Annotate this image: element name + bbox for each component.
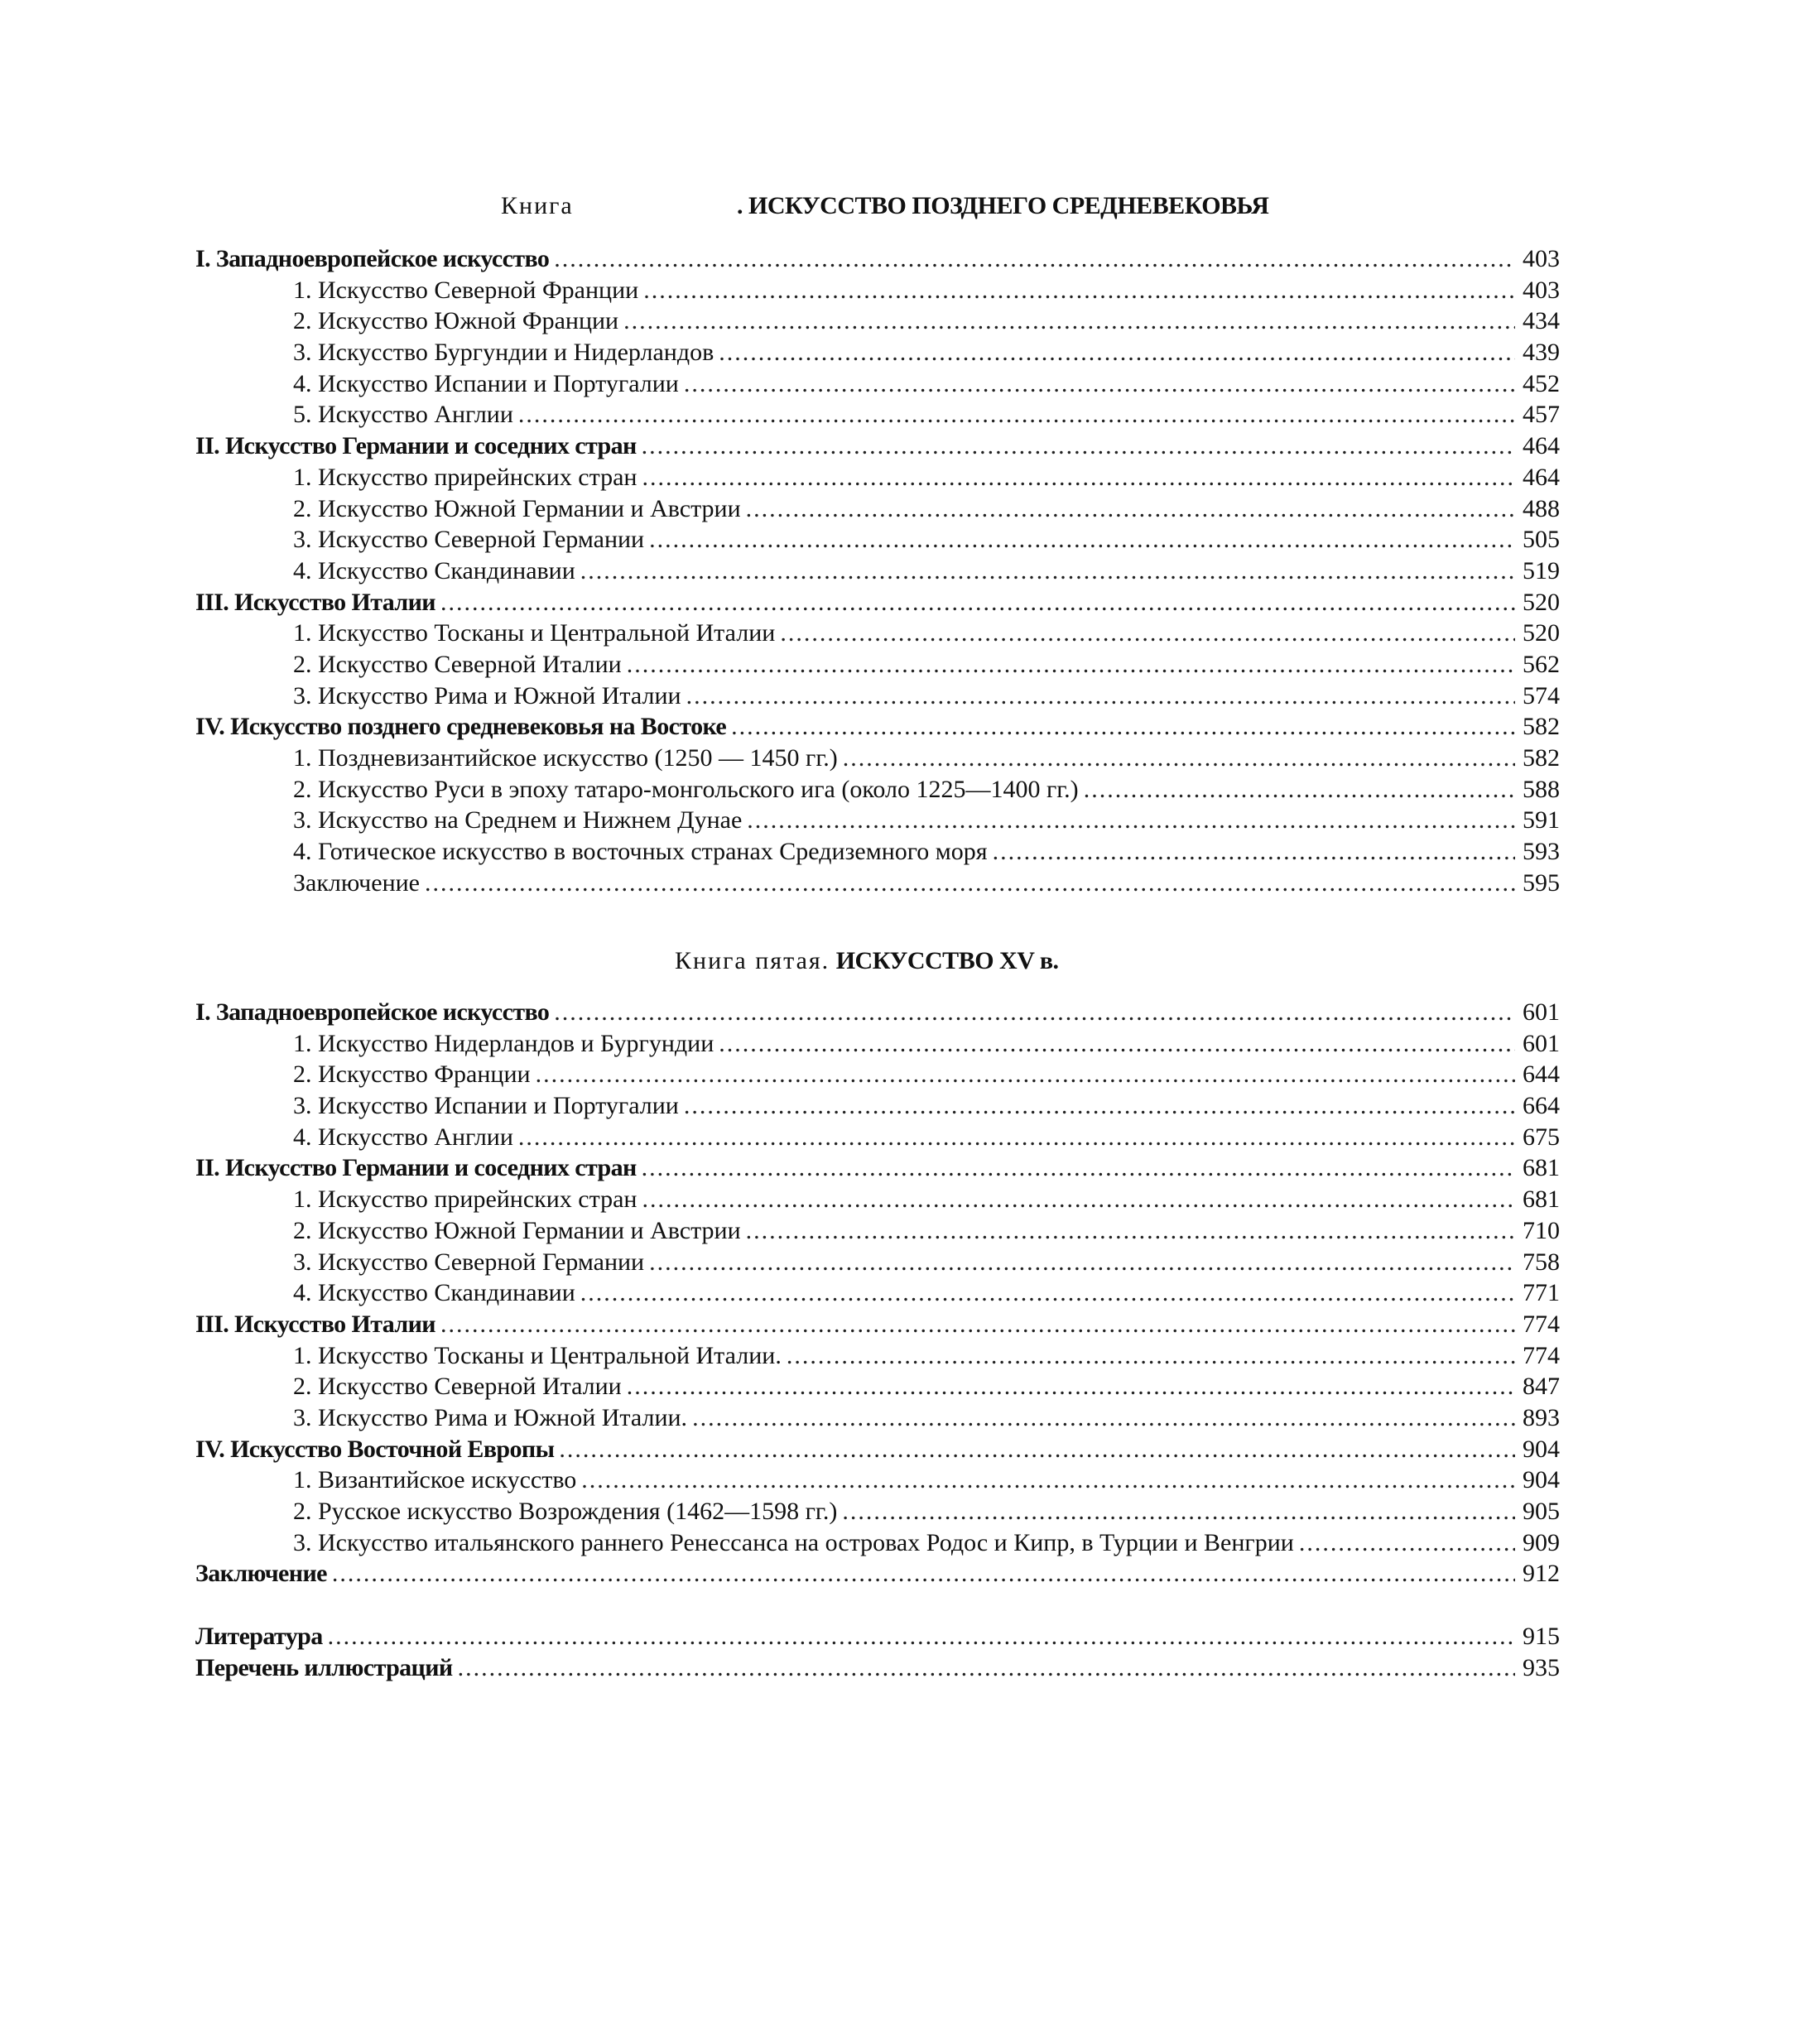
toc-entry-label: I. Западноевропейское искусство — [195, 245, 550, 272]
toc-entry-page-number: 675 — [1523, 1123, 1560, 1151]
book5-prefix: Книга пятая. — [675, 947, 830, 974]
toc-entry-page-number: 591 — [1523, 806, 1560, 834]
back-matter-toc — [195, 1621, 1560, 1683]
dot-leader — [686, 681, 1515, 712]
toc-entry-page-number: 488 — [1523, 494, 1560, 522]
toc-entry-label: 3. Искусство Северной Германии — [293, 1248, 645, 1276]
dot-leader — [627, 649, 1515, 681]
toc-entry[interactable] — [195, 997, 1560, 1028]
toc-entry-label: III. Искусство Италии — [195, 588, 435, 616]
toc-entry[interactable] — [195, 1277, 1560, 1309]
dot-leader — [642, 1184, 1515, 1215]
toc-entry[interactable] — [195, 368, 1560, 400]
toc-entry-label: 3. Искусство Рима и Южной Италии. — [293, 1403, 688, 1431]
toc-entry-label: III. Искусство Италии — [195, 1310, 435, 1338]
toc-entry-page-number: 505 — [1523, 526, 1560, 554]
dot-leader — [746, 1215, 1515, 1247]
dot-leader — [642, 1152, 1515, 1184]
dot-leader — [440, 1309, 1515, 1340]
toc-entry-page-number: 457 — [1523, 401, 1560, 429]
toc-entry[interactable] — [195, 774, 1560, 806]
toc-entry[interactable] — [195, 711, 1560, 743]
toc-entry-label: 2. Искусство Южной Германии и Австрии — [293, 1216, 741, 1244]
dot-leader — [684, 368, 1515, 400]
toc-entry[interactable] — [195, 1464, 1560, 1496]
dot-leader — [649, 524, 1515, 555]
toc-entry-page-number: 439 — [1523, 339, 1560, 367]
toc-entry[interactable] — [195, 1059, 1560, 1090]
dot-leader — [780, 618, 1515, 649]
toc-entry-label: Перечень иллюстраций — [195, 1653, 453, 1681]
toc-entry[interactable] — [195, 1152, 1560, 1184]
toc-entry-page-number: 774 — [1523, 1310, 1560, 1338]
toc-entry[interactable] — [195, 649, 1560, 681]
toc-entry[interactable] — [195, 743, 1560, 774]
dot-leader — [643, 275, 1515, 306]
toc-entry-label: 1. Искусство Тосканы и Центральной Италии. — [293, 1341, 782, 1369]
toc-entry-page-number: 758 — [1523, 1248, 1560, 1276]
dot-leader — [518, 399, 1515, 430]
toc-entry-page-number: 582 — [1523, 744, 1560, 772]
toc-entry-label: 2. Искусство Южной Германии и Австрии — [293, 494, 741, 522]
toc-entry-label: 4. Искусство Англии — [293, 1123, 513, 1151]
dot-leader — [328, 1621, 1515, 1652]
toc-entry-page-number: 915 — [1523, 1623, 1560, 1650]
toc-entry[interactable] — [195, 1247, 1560, 1278]
toc-entry-page-number: 464 — [1523, 432, 1560, 460]
toc-entry-page-number: 519 — [1523, 556, 1560, 584]
toc-entry[interactable] — [195, 587, 1560, 618]
dot-leader — [843, 743, 1515, 774]
toc-entry-page-number: 593 — [1523, 838, 1560, 866]
toc-entry-label: 1. Искусство Тосканы и Центральной Италии — [293, 619, 776, 647]
toc-entry[interactable] — [195, 1402, 1560, 1434]
dot-leader — [993, 836, 1515, 868]
dot-leader — [458, 1652, 1515, 1684]
toc-entry[interactable] — [195, 1558, 1560, 1590]
toc-entry[interactable] — [195, 430, 1560, 462]
toc-entry[interactable] — [195, 681, 1560, 712]
toc-entry-label: 2. Искусство Франции — [293, 1060, 531, 1089]
toc-entry[interactable] — [195, 399, 1560, 430]
toc-entry[interactable] — [195, 1309, 1560, 1340]
toc-entry-page-number: 681 — [1523, 1186, 1560, 1214]
toc-entry-page-number: 847 — [1523, 1373, 1560, 1401]
toc-entry-label: 3. Искусство Рима и Южной Италии — [293, 681, 681, 709]
toc-entry-page-number: 403 — [1523, 276, 1560, 304]
toc-entry-label: IV. Искусство позднего средневековья на Востоке — [195, 713, 727, 741]
toc-entry[interactable] — [195, 618, 1560, 649]
toc-entry-label: 3. Искусство Северной Германии — [293, 526, 645, 554]
dot-leader — [627, 1371, 1515, 1402]
toc-entry-label: Заключение — [195, 1560, 327, 1588]
dot-leader — [719, 337, 1515, 368]
dot-leader — [580, 1277, 1515, 1309]
toc-entry-page-number: 520 — [1523, 588, 1560, 616]
toc-entry-page-number: 464 — [1523, 463, 1560, 491]
toc-entry-label: 5. Искусство Англии — [293, 401, 513, 429]
toc-entry[interactable] — [195, 1527, 1560, 1559]
dot-leader — [536, 1059, 1515, 1090]
dot-leader — [642, 430, 1515, 462]
toc-entry[interactable] — [195, 555, 1560, 587]
dot-leader — [1299, 1527, 1515, 1559]
toc-entry-page-number: 644 — [1523, 1060, 1560, 1089]
dot-leader — [1084, 774, 1515, 806]
dot-leader — [692, 1402, 1515, 1434]
toc-entry-label: 2. Искусство Северной Италии — [293, 650, 622, 678]
toc-entry[interactable] — [195, 524, 1560, 555]
toc-entry-label: I. Западноевропейское искусство — [195, 998, 550, 1026]
dot-leader — [332, 1558, 1515, 1590]
toc-entry[interactable] — [195, 493, 1560, 525]
toc-entry-page-number: 434 — [1523, 307, 1560, 335]
toc-entry-label: 1. Византийское искусство — [293, 1466, 577, 1494]
toc-entry-page-number: 904 — [1523, 1435, 1560, 1463]
dot-leader — [642, 462, 1515, 493]
toc-entry-label: 4. Искусство Скандинавии — [293, 1279, 575, 1307]
toc-entry[interactable] — [195, 805, 1560, 836]
toc-entry-label: Заключение — [293, 868, 420, 897]
toc-entry[interactable] — [195, 1215, 1560, 1247]
dot-leader — [554, 243, 1515, 275]
dot-leader — [787, 1340, 1515, 1372]
toc-entry-label: 1. Искусство Нидерландов и Бургундии — [293, 1029, 714, 1057]
dot-leader — [747, 805, 1515, 836]
dot-leader — [581, 1464, 1515, 1496]
toc-entry[interactable] — [195, 1122, 1560, 1153]
toc-entry-label: II. Искусство Германии и соседних стран — [195, 432, 637, 460]
toc-entry-label: 2. Искусство Руси в эпоху татаро-монгольского ига (около 1225—1400 гг.) — [293, 775, 1079, 803]
toc-entry-label: 4. Искусство Скандинавии — [293, 556, 575, 584]
book5-title: ИСКУССТВО XV в. — [835, 947, 1059, 974]
toc-entry[interactable] — [195, 243, 1560, 275]
toc-entry-label: Литература — [195, 1623, 323, 1650]
toc-entry-page-number: 403 — [1523, 245, 1560, 272]
toc-entry-label: 4. Готическое искусство в восточных странах Средиземного моря — [293, 838, 988, 866]
toc-entry[interactable] — [195, 275, 1560, 306]
dot-leader — [623, 305, 1515, 337]
toc-entry-page-number: 905 — [1523, 1498, 1560, 1525]
toc-entry[interactable] — [195, 836, 1560, 868]
toc-entry[interactable] — [195, 1652, 1560, 1684]
toc-entry-page-number: 935 — [1523, 1653, 1560, 1681]
toc-entry-label: 3. Искусство на Среднем и Нижнем Дунае — [293, 806, 743, 834]
toc-entry-label: 2. Русское искусство Возрождения (1462—1598 гг.) — [293, 1498, 838, 1525]
toc-entry[interactable] — [195, 1621, 1560, 1652]
toc-entry[interactable] — [195, 1371, 1560, 1402]
toc-entry-page-number: 774 — [1523, 1341, 1560, 1369]
book5-toc — [195, 997, 1560, 1590]
dot-leader — [559, 1434, 1515, 1465]
toc-entry-label: II. Искусство Германии и соседних стран — [195, 1154, 637, 1182]
toc-entry-page-number: 664 — [1523, 1092, 1560, 1120]
dot-leader — [554, 997, 1515, 1028]
toc-entry[interactable] — [195, 1434, 1560, 1465]
dot-leader — [649, 1247, 1515, 1278]
toc-entry[interactable] — [195, 1340, 1560, 1372]
toc-entry[interactable] — [195, 462, 1560, 493]
toc-entry-label: IV. Искусство Восточной Европы — [195, 1435, 555, 1463]
toc-entry-page-number: 601 — [1523, 998, 1560, 1026]
toc-entry-page-number: 681 — [1523, 1154, 1560, 1182]
toc-entry-label: 1. Искусство Северной Франции — [293, 276, 639, 304]
toc-entry-page-number: 582 — [1523, 713, 1560, 741]
dot-leader — [684, 1090, 1515, 1122]
toc-entry-page-number: 904 — [1523, 1466, 1560, 1494]
toc-entry-page-number: 595 — [1523, 868, 1560, 897]
dot-leader — [842, 1496, 1515, 1527]
toc-entry-page-number: 771 — [1523, 1279, 1560, 1307]
toc-entry-label: 4. Искусство Испании и Португалии — [293, 369, 679, 397]
toc-entry-page-number: 710 — [1523, 1216, 1560, 1244]
book4-prefix: Книга — [501, 192, 574, 219]
toc-entry-label: 3. Искусство Бургундии и Нидерландов — [293, 339, 714, 367]
dot-leader — [440, 587, 1515, 618]
toc-entry-page-number: 562 — [1523, 650, 1560, 678]
toc-entry-page-number: 588 — [1523, 775, 1560, 803]
book4-toc — [195, 243, 1560, 898]
toc-entry-page-number: 520 — [1523, 619, 1560, 647]
dot-leader — [518, 1122, 1515, 1153]
toc-entry[interactable] — [195, 1090, 1560, 1122]
toc-entry-label: 1. Поздневизантийское искусство (1250 — 1450 гг.) — [293, 744, 838, 772]
toc-entry-label: 3. Искусство итальянского раннего Ренессанса на островах Родос и Кипр, в Турции и Венгрии — [293, 1528, 1294, 1556]
toc-entry-page-number: 452 — [1523, 369, 1560, 397]
toc-entry-label: 2. Искусство Северной Италии — [293, 1373, 622, 1401]
toc-entry[interactable] — [195, 337, 1560, 368]
toc-entry[interactable] — [195, 1496, 1560, 1527]
toc-entry[interactable] — [195, 1184, 1560, 1215]
dot-leader — [425, 868, 1515, 899]
toc-entry-page-number: 909 — [1523, 1528, 1560, 1556]
toc-entry-page-number: 574 — [1523, 681, 1560, 709]
dot-leader — [746, 493, 1515, 525]
toc-entry-label: 1. Искусство прирейнских стран — [293, 463, 637, 491]
toc-entry[interactable] — [195, 868, 1560, 899]
toc-entry-page-number: 912 — [1523, 1560, 1560, 1588]
dot-leader — [731, 711, 1515, 743]
toc-entry-page-number: 893 — [1523, 1403, 1560, 1431]
toc-entry-label: 1. Искусство прирейнских стран — [293, 1186, 637, 1214]
toc-entry-label: 3. Искусство Испании и Португалии — [293, 1092, 679, 1120]
book4-title: . ИСКУССТВО ПОЗДНЕГО СРЕДНЕВЕКОВЬЯ — [737, 192, 1269, 219]
toc-entry-page-number: 601 — [1523, 1029, 1560, 1057]
dot-leader — [580, 555, 1515, 587]
dot-leader — [719, 1028, 1515, 1060]
toc-entry[interactable] — [195, 305, 1560, 337]
toc-entry[interactable] — [195, 1028, 1560, 1060]
toc-entry-label: 2. Искусство Южной Франции — [293, 307, 619, 335]
